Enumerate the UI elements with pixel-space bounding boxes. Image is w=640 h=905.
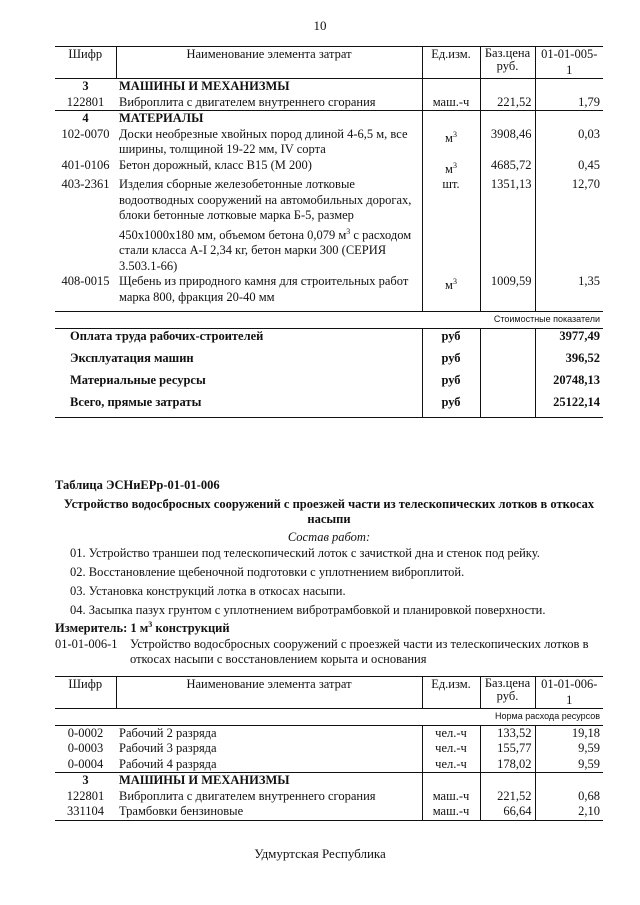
col-code-header: Шифр — [55, 47, 116, 79]
empty-cell — [535, 773, 603, 789]
footer-region: Удмуртская Республика — [254, 846, 386, 861]
section-title: МАТЕРИАЛЫ — [116, 111, 422, 127]
row-unit: $м^3$ — [422, 158, 480, 178]
section-title: МАШИНЫ И МЕХАНИЗМЫ — [119, 79, 290, 93]
empty-cell — [480, 79, 535, 95]
section-number: 3 — [82, 79, 89, 93]
row-price: 3908,46 — [480, 127, 535, 158]
empty-cell — [422, 79, 480, 95]
total-row — [55, 395, 603, 418]
cost-indicators-label-row: Стоимостные показатели — [55, 312, 603, 329]
row-price: 155,77 — [480, 741, 535, 757]
table-row — [55, 804, 603, 820]
row-qty: 19,18 — [535, 725, 603, 741]
total-label: Эксплуатация машин — [70, 350, 194, 365]
row-price: 221,52 — [480, 95, 535, 111]
row-code: 401-0106 — [61, 157, 110, 172]
row-name: Доски необрезные хвойных пород длиной 4-6,5 м, все ширины, толщиной 19-22 мм, IV сорта — [119, 126, 408, 156]
row-name: Рабочий 4 разряда — [119, 756, 217, 771]
empty-cell — [480, 395, 535, 418]
empty-cell — [422, 111, 480, 127]
row-code: 0-0003 — [67, 741, 104, 755]
total-value: 20748,13 — [535, 373, 603, 395]
empty-cell — [422, 773, 480, 789]
total-unit: руб — [422, 373, 480, 395]
total-label: Всего, прямые затраты — [55, 395, 422, 418]
table-row — [55, 95, 603, 111]
row-name: Щебень из природного камня для строительных работ марка 800, фракция 20-40 мм — [119, 274, 409, 304]
total-label: Оплата труда рабочих-строителей — [70, 328, 264, 343]
total-value: 396,52 — [535, 351, 603, 373]
row-name: Трамбовки бензиновые — [116, 804, 422, 820]
col-name-header: Наименование элемента затрат — [116, 677, 422, 709]
row-code: 122801 — [66, 94, 105, 109]
row-unit: маш.-ч — [422, 95, 480, 111]
row-price: 1351,13 — [480, 177, 535, 274]
row-name: Виброплита с двигателем внутреннего сгорания — [119, 94, 376, 109]
row-qty: 0,03 — [535, 127, 603, 158]
table-row — [55, 177, 603, 274]
row-qty: 12,70 — [535, 177, 603, 274]
col-price-header: Баз.цена руб. — [480, 677, 535, 709]
row-code: 408-0015 — [61, 274, 110, 289]
row-qty: 0,45 — [535, 158, 603, 178]
row-unit: шт. — [422, 177, 480, 274]
total-row — [55, 373, 603, 395]
empty-cell — [480, 328, 535, 351]
empty-cell — [480, 773, 535, 789]
row-qty: 9,59 — [535, 741, 603, 757]
row-qty: 2,10 — [535, 804, 603, 820]
col-name-header: Наименование элемента затрат — [116, 47, 422, 79]
empty-cell — [480, 111, 535, 127]
row-price: 66,64 — [480, 804, 535, 820]
total-unit: руб — [422, 395, 480, 418]
col-unit-header: Ед.изм. — [422, 47, 480, 79]
resource-table-2 — [55, 676, 603, 821]
row-code: 0-0002 — [67, 725, 104, 740]
col-norm-header: 01-01-005-1 — [535, 47, 603, 79]
section-number: 3 — [55, 773, 116, 789]
row-price: 1009,59 — [480, 274, 535, 305]
table-row — [55, 741, 603, 757]
empty-cell — [535, 79, 603, 95]
col-price-header: Баз.цена руб. — [480, 47, 535, 79]
total-unit: руб — [422, 351, 480, 373]
table-row — [55, 274, 603, 305]
table-row — [55, 127, 603, 158]
section-title: МАШИНЫ И МЕХАНИЗМЫ — [116, 773, 422, 789]
row-name: Виброплита с двигателем внутреннего сгорания — [119, 788, 376, 803]
total-label: Материальные ресурсы — [70, 372, 206, 387]
row-qty: 9,59 — [535, 757, 603, 773]
page-number: 10 — [313, 18, 327, 33]
row-code: 331104 — [55, 804, 116, 820]
row-code: 0-0004 — [67, 756, 104, 771]
description-text: Устройство водосбросных сооружений с проезжей части из телескопических лотков в откосах насыпи с восстановлением корыта и основания — [130, 637, 589, 666]
section-number: 4 — [55, 111, 116, 127]
row-unit: чел.-ч — [422, 757, 480, 773]
total-row — [55, 328, 603, 351]
empty-cell — [535, 111, 603, 127]
work-item: 04. Засыпка пазух грунтом с уплотнением вибротрамбовкой и планировкой поверхности. — [70, 603, 546, 617]
row-qty: 0,68 — [535, 789, 603, 805]
row-name: Бетон дорожный, класс В15 (М 200) — [119, 157, 312, 172]
work-item: 01. Устройство траншеи под телескопический лоток с зачисткой дна и стенок под рейку. — [70, 546, 540, 560]
table-header — [55, 47, 603, 79]
row-price: 133,52 — [480, 725, 535, 741]
work-item: 02. Восстановление щебеночной подготовки с уплотнением виброплитой. — [70, 565, 465, 579]
table-row — [55, 158, 603, 178]
row-unit: $м^3$ — [422, 274, 480, 305]
col-code-header: Шифр — [55, 677, 116, 709]
work-item: 03. Установка конструкций лотка в откосах насыпи. — [70, 584, 346, 598]
measure-unit: Измеритель: 1 $м^3$ конструкций — [55, 620, 230, 636]
empty-cell — [480, 351, 535, 373]
col-unit-header: Ед.изм. — [422, 677, 480, 709]
row-price: 4685,72 — [480, 158, 535, 178]
composition-label: Состав работ: — [287, 530, 371, 544]
table-row — [55, 725, 603, 741]
table-row — [55, 757, 603, 773]
col-norm-header: 01-01-006-1 — [535, 677, 603, 709]
row-code: 102-0070 — [61, 126, 110, 141]
table-title: Таблица ЭСНиЕРр-01-01-006 — [55, 478, 220, 492]
row-qty: 1,35 — [535, 274, 603, 305]
row-name: Изделия сборные железобетонные лотковые водоотводных сооружений на автомобильных дорогах, блоки бетонные лотковые марка Б-5, размер 450x1000x180 мм, объемом бетона 0,079 $м^3$ с расходом стали класса А-I 2,34 кг, бетон марки 300 (СЕРИЯ 3.503.1-66) — [119, 177, 412, 273]
row-unit: $м^3$ — [422, 127, 480, 158]
description-code: 01-01-006-1 — [55, 637, 118, 651]
table-row — [55, 789, 603, 805]
section-heading-row — [55, 79, 603, 95]
row-unit: чел.-ч — [422, 725, 480, 741]
total-unit: руб — [422, 328, 480, 351]
row-unit: чел.-ч — [422, 741, 480, 757]
norm-label-row: Норма расхода ресурсов — [55, 709, 603, 726]
table-header — [55, 677, 603, 709]
row-code: 122801 — [66, 788, 105, 803]
total-value: 3977,49 — [535, 328, 603, 351]
row-price: 178,02 — [480, 757, 535, 773]
empty-cell — [480, 373, 535, 395]
row-name: Рабочий 3 разряда — [119, 741, 217, 755]
section-heading-row — [55, 773, 603, 789]
row-code: 403-2361 — [61, 177, 110, 192]
total-row — [55, 351, 603, 373]
total-value: 25122,14 — [535, 395, 603, 418]
row-unit: маш.-ч — [422, 804, 480, 820]
row-qty: 1,79 — [535, 95, 603, 111]
table-subtitle: Устройство водосбросных сооружений с проезжей части из телескопических лотков в откосах насыпи — [63, 497, 595, 526]
row-name: Рабочий 2 разряда — [119, 725, 217, 740]
row-unit: маш.-ч — [422, 789, 480, 805]
section-heading-row — [55, 111, 603, 127]
row-price: 221,52 — [480, 789, 535, 805]
resource-table-1 — [55, 46, 603, 418]
